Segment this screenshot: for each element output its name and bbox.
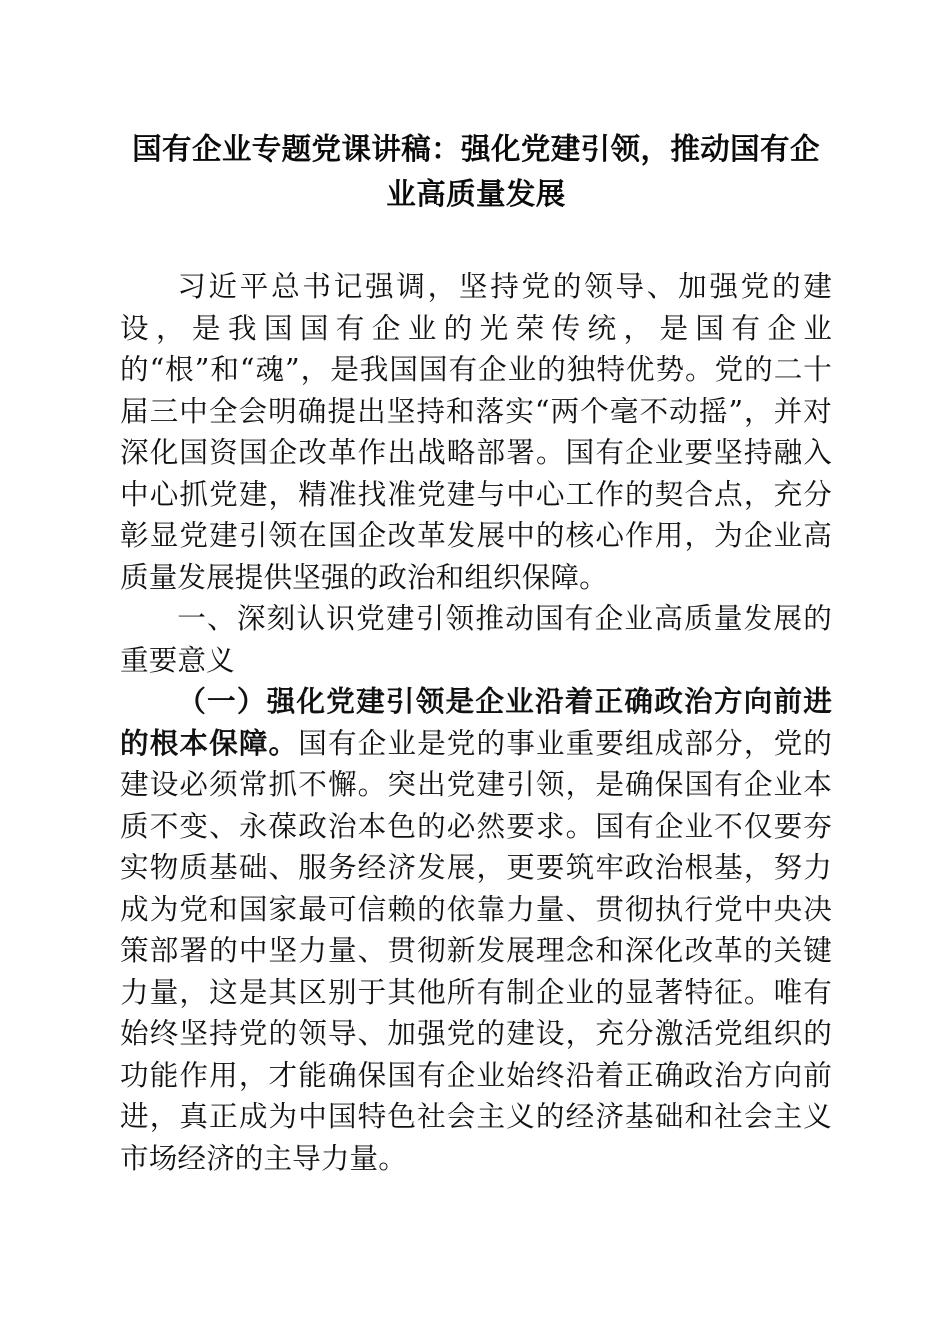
document-text-column [120, 0, 832, 1180]
document-title: 国有企业专题党课讲稿：强化党建引领，推动国有企业高质量发展 [132, 134, 820, 211]
subsection-one-a-body: 国有企业是党的事业重要组成部分，党的建设必须常抓不懈。突出党建引领，是确保国有企业本质不变、永葆政治本色的必然要求。国有企业不仅要夯实物质基础、服务经济发展，更要筑牢政治根基，努力成为党和国家最可信赖的依靠力量、贯彻执行党中央决策部署的中坚力量、贯彻新发展理念和深化改革的关键力量，这是其区别于其他所有制企业的显著特征。唯有始终坚持党的领导、加强党的建设，充分激活党组织的功能作用，才能确保国有企业始终沿着正确政治方向前进，真正成为中国特色社会主义的经济基础和社会主义市场经济的主导力量。 [120, 725, 832, 1175]
heading-section-one: 一、深刻认识党建引领推动国有企业高质量发展的重要意义 [120, 601, 832, 677]
page-bottom-spacer [120, 1179, 832, 1180]
paragraph-subsection-one-a [120, 681, 832, 1179]
paragraph-intro: 习近平总书记强调，坚持党的领导、加强党的建设，是我国国有企业的光荣传统，是国有企业的“根”和“魂”，是我国国有企业的独特优势。党的二十届三中全会明确提出坚持和落实“两个毫不动摇”，并对深化国资国企改革作出战略部署。国有企业要坚持融入中心抓党建，精准找准党建与中心工作的契合点，充分彰显党建引领在国企改革发展中的核心作用，为企业高质量发展提供坚强的政治和组织保障。 [120, 269, 832, 594]
subsection-one-a-bold-lead: （一）强化党建引领是企业沿着正确政治方向前进的根本保障。 [120, 684, 832, 760]
